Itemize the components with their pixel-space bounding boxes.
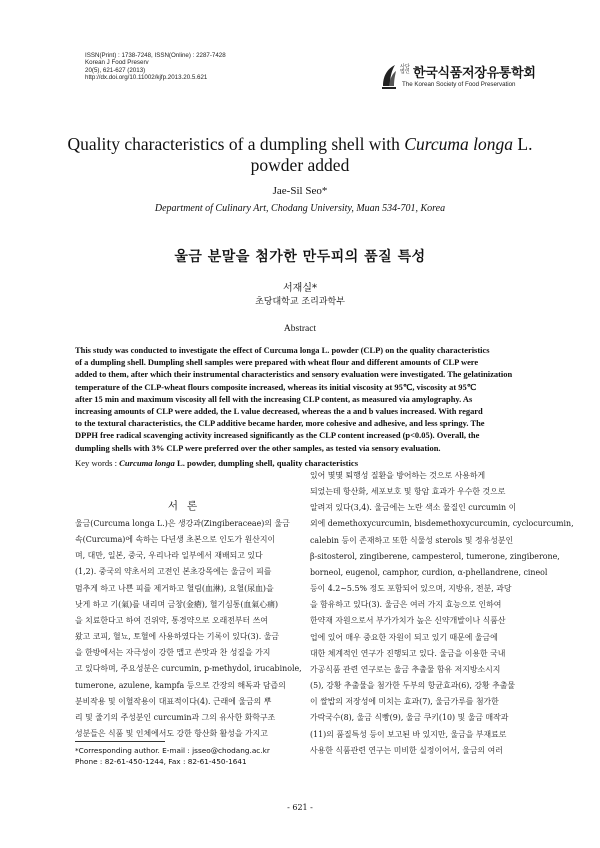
abstract-line: increasing amounts of CLP were added, the L value decreased, whereas the a and b values increased. With regard: [75, 406, 483, 417]
paper-title-ko: 울금 분말을 첨가한 만두피의 품질 특성: [174, 249, 426, 265]
body-line: 사용한 식품관련 연구는 미비한 실정이어서, 울금의 여러: [310, 745, 503, 755]
page-number: - 621 -: [287, 803, 313, 812]
body-line: 성분들은 식품 및 인체에서도 강한 항산화 활성을 가지고: [75, 729, 268, 739]
author-ko: 서재실*: [283, 283, 317, 294]
body-line: (1,2). 중국의 약초서의 고전인 본초강목에는 울금이 피를: [75, 567, 272, 577]
journal-meta: [85, 52, 226, 82]
abstract-line: of a dumpling shell. Dumpling shell samples were prepared with wheat flour and different amounts of CLP were: [75, 357, 479, 368]
body-line: 대한 체계적인 연구가 진행되고 있다. 울금을 이용한 국내: [310, 648, 506, 658]
footnote-contact: Phone : 82-61-450-1244, Fax : 82-61-450-1641: [75, 757, 247, 766]
body-line: 며, 대만, 일본, 중국, 우리나라 일부에서 재배되고 있다: [75, 551, 263, 561]
meta-volume: 20(5), 621-627 (2013): [85, 66, 146, 74]
abstract-line: after 15 min and maximum viscosity all fell with the increasing CLP content, as measured via amylography. As: [75, 393, 473, 404]
author-en: Jae-Sil Seo*: [272, 185, 328, 197]
body-line: 을 한방에서는 자극성이 강한 맵고 쓴맛과 찬 성질을 가지: [75, 648, 271, 658]
section-heading-intro: 서론: [167, 500, 207, 512]
footnote-divider: [75, 741, 165, 742]
body-line: tumerone, azulene, kampfa 등으로 간장의 해독과 담즙의: [75, 680, 286, 690]
body-line: 가공식품 관련 연구로는 울금 추출물 함유 저지방소시지: [310, 664, 501, 674]
body-line: 가락국수(8), 울금 식빵(9), 울금 쿠키(10) 및 울금 매작과: [310, 713, 509, 723]
keywords: Key words : Curcuma longa L. powder, dumpling shell, quality characteristics: [75, 458, 359, 468]
society-logo-icon: [380, 62, 398, 92]
body-line: 을 치료한다고 하여 건위약, 통경약으로 오래전부터 쓰여: [75, 615, 268, 625]
affiliation-ko: 초당대학교 조리과학부: [255, 297, 345, 307]
body-column-left: [75, 516, 307, 742]
body-line: 을 함유하고 있다(3). 울금은 여러 가지 효능으로 인하여: [310, 600, 502, 610]
footnote: [75, 745, 270, 767]
paper-title-en: Quality characteristics of a dumpling shell with Curcuma longa L. powder added: [67, 134, 533, 175]
footnote-corresponding: *Corresponding author. E-mail : jsseo@chodang.ac.kr: [75, 746, 270, 755]
society-name-en: The Korean Society of Food Preservation: [402, 81, 516, 88]
body-line: borneol, eugenol, camphor, curdion, α-phellandrene, cineol: [310, 567, 548, 577]
society-name-ko: 한국식품저장유통학회: [413, 66, 536, 81]
body-line: 되었는데 항산화, 세포보호 및 항암 효과가 우수한 것으로: [310, 487, 506, 497]
society-header: [380, 60, 550, 94]
keywords-label: Key words :: [75, 458, 118, 468]
body-line: 한약재 자원으로서 부가가치가 높은 신약개발이나 식품산: [310, 616, 506, 626]
body-line: 등이 4.2∼5.5% 정도 포함되어 있으며, 지방유, 전분, 과당: [310, 584, 512, 594]
body-line: 있어 몇몇 퇴행성 질환을 방어하는 것으로 사용하게: [310, 471, 486, 480]
body-line: (11)의 품질특성 등이 보고된 바 있지만, 울금을 부재료로: [310, 729, 507, 739]
body-line: 고 있다하며, 주요성분은 curcumin, p-methydol, irucabinole,: [75, 664, 302, 674]
body-line: 외에 demethoxycurcumin, bisdemethoxycurcumin, cyclocurcumin,: [310, 519, 574, 529]
body-column-right: [310, 468, 574, 759]
body-line: 왔고 코피, 혈뇨, 토혈에 사용하였다는 기록이 있다(3). 울금: [75, 632, 279, 642]
meta-issn: ISSN(Print) : 1738-7248, ISSN(Online) : 2287-7428: [85, 52, 226, 59]
abstract-heading: Abstract: [283, 324, 317, 334]
abstract-line: dumpling shells with 3% CLP were preferred over the other samples, as tested via sensory evaluation.: [75, 442, 441, 453]
body-line: 리 및 줄기의 주성분인 curcumin과 그의 유사한 화학구조: [75, 712, 276, 722]
abstract-line: added to them, after which their instrumental characteristics and sensory evaluation were investigated. The gelatinization: [75, 369, 513, 380]
body-line: 속(Curcuma)에 속하는 다년생 초본으로 인도가 원산지이: [75, 535, 276, 545]
body-line: 분비작용 및 이혈작용이 대표적이다(4). 근래에 울금의 뿌: [75, 696, 272, 706]
body-line: (5), 강황 추출물을 첨가한 두부의 항균효과(6), 강황 추출물: [310, 681, 515, 691]
body-line: β-sitosterol, zingiberene, campesterol, tumerone, zingiberone,: [310, 551, 560, 561]
body-line: 울금(Curcuma longa L.)은 생강과(Zingiberaceae)의 울금: [75, 519, 290, 528]
meta-journal: Korean J Food Preserv: [85, 59, 149, 67]
body-line: 멈추게 하고 나쁜 피를 제거하고 혈림(血淋), 요혈(尿血)을: [75, 583, 274, 593]
abstract-line: temperature of the CLP-wheat flours composite increased, whereas its initial viscosity at 95℃, viscosity at 95℃: [75, 381, 477, 392]
abstract-body: [75, 344, 527, 454]
society-prefix: 사단 법인: [400, 64, 410, 76]
body-line: 알려져 있다(3,4). 울금에는 노란 색소 물질인 curcumin 이: [310, 503, 517, 513]
meta-doi[interactable]: http://dx.doi.org/10.11002/kjfp.2013.20.5.621: [85, 74, 208, 82]
abstract-line: This study was conducted to investigate the effect of Curcuma longa L. powder (CLP) on the quality characteristics: [75, 345, 490, 355]
abstract-line: DPPH free radical scavenging activity increased significantly as the CLP content increased (p<0.05). Overall, the: [75, 430, 480, 441]
affiliation-en: Department of Culinary Art, Chodang University, Muan 534-701, Korea: [154, 203, 446, 214]
body-line: calebin 등이 존재하고 또한 식물성 sterols 및 정유성분인: [310, 535, 514, 545]
body-line: 업에 있어 매우 중요한 자원이 되고 있기 때문에 울금에: [310, 632, 498, 642]
abstract-line: to the textural characteristics, the CLP additive became harder, more cohesive and adhesive, and less springy. The: [75, 418, 485, 429]
body-line: 낫게 하고 기(氣)를 내리며 금창(金瘡), 혈기심통(血氣心痛): [75, 599, 279, 609]
body-line: 이 쌀밥의 저장성에 미치는 효과(7), 울금가루를 첨가한: [310, 697, 499, 707]
